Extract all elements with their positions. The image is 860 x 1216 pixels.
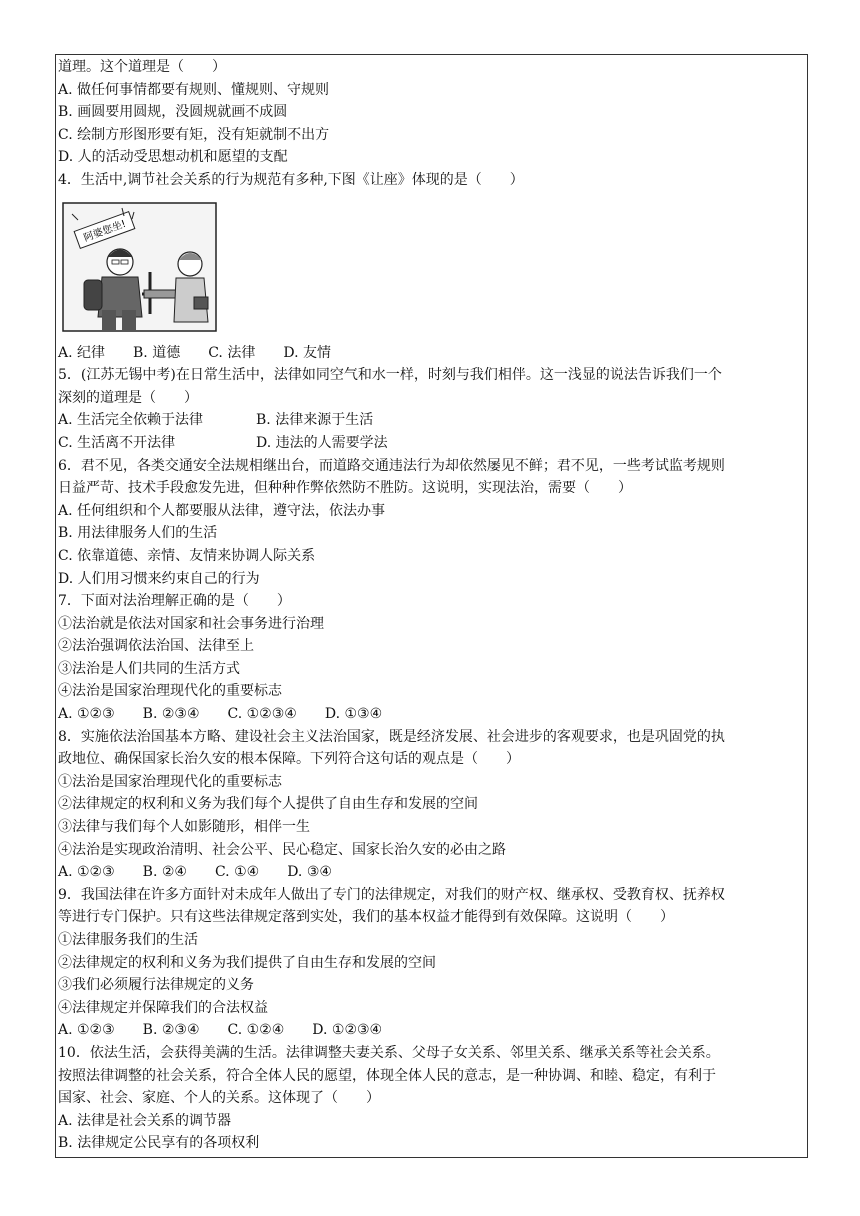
q10-option-a: A. 法律是社会关系的调节器 bbox=[58, 1112, 232, 1129]
q6-stem-line-1: 6．君不见，各类交通安全法规相继出台，而道路交通违法行为却依然屡见不鲜；君不见，一些考试监考规则 bbox=[58, 457, 725, 474]
q8-item-4: ④法治是实现政治清明、社会公平、民心稳定、国家长治久安的必由之路 bbox=[58, 841, 506, 858]
q5-options-row-1 bbox=[58, 409, 808, 432]
cartoon-caption: 阿婆您坐! bbox=[82, 218, 128, 244]
q3-stem: 道理。这个道理是（ ） bbox=[58, 59, 226, 75]
q10-option-b: B. 法律规定公民享有的各项权利 bbox=[58, 1135, 260, 1152]
q9-options bbox=[58, 1019, 808, 1042]
q8-item-3: ③法律与我们每个人如影随形，相伴一生 bbox=[58, 819, 310, 836]
q4-option-a: A. 纪律 bbox=[58, 344, 106, 361]
q3-option-d: D. 人的活动受思想动机和愿望的支配 bbox=[58, 149, 288, 166]
q8-option-a: A. ①②③ bbox=[58, 864, 115, 881]
q8-item-1: ①法治是国家治理现代化的重要标志 bbox=[58, 773, 282, 790]
q7-options bbox=[58, 703, 808, 726]
q7-item-2: ②法治强调依法治国、法律至上 bbox=[58, 638, 254, 655]
q7-item-4: ④法治是国家治理现代化的重要标志 bbox=[58, 683, 282, 700]
cartoon-give-up-seat-image bbox=[62, 202, 217, 332]
q9-option-c: C. ①②④ bbox=[227, 1022, 285, 1039]
q10-stem-line-1: 10．依法生活，会获得美满的生活。法律调整夫妻关系、父母子女关系、邻里关系、继承关系等社会关系。 bbox=[58, 1044, 720, 1061]
q6-option-a: A. 任何组织和个人都要服从法律，遵守法，依法办事 bbox=[58, 502, 386, 519]
q7-option-b: B. ②③④ bbox=[142, 706, 200, 723]
q8-option-c: C. ①④ bbox=[214, 864, 260, 881]
q5-option-b: B. 法律来源于生活 bbox=[256, 412, 374, 429]
q5-stem-line-2: 深刻的道理是（ ） bbox=[58, 389, 198, 406]
q9-item-1: ①法律服务我们的生活 bbox=[58, 932, 198, 948]
q5-options-row-2 bbox=[58, 432, 808, 455]
q7-item-3: ③法治是人们共同的生活方式 bbox=[58, 660, 240, 677]
q7-option-a: A. ①②③ bbox=[58, 706, 115, 723]
q9-stem-line-1: 9．我国法律在许多方面针对未成年人做出了专门的法律规定，对我们的财产权、继承权、受教育权、抚养权 bbox=[58, 886, 725, 903]
q6-option-b: B. 用法律服务人们的生活 bbox=[58, 525, 218, 542]
q9-option-a: A. ①②③ bbox=[58, 1022, 115, 1039]
q8-option-b: B. ②④ bbox=[142, 864, 187, 881]
q6-option-d: D. 人们用习惯来约束自己的行为 bbox=[58, 570, 260, 587]
q9-item-3: ③我们必须履行法律规定的义务 bbox=[58, 977, 254, 994]
q8-stem-line-1: 8．实施依法治国基本方略、建设社会主义法治国家，既是经济发展、社会进步的客观要求，也是巩固党的执 bbox=[58, 728, 725, 745]
q6-option-c: C. 依靠道德、亲情、友情来协调人际关系 bbox=[58, 547, 316, 564]
q8-stem-line-2: 政地位、确保国家长治久安的根本保障。下列符合这句话的观点是（ ） bbox=[58, 751, 520, 768]
q9-item-4: ④法律规定并保障我们的合法权益 bbox=[58, 999, 268, 1016]
q8-item-2: ②法律规定的权利和义务为我们每个人提供了自由生存和发展的空间 bbox=[58, 796, 478, 813]
q3-option-b: B. 画圆要用圆规，没圆规就画不成圆 bbox=[58, 104, 288, 121]
question-content bbox=[58, 56, 808, 1155]
q5-option-c: C. 生活离不开法律 bbox=[58, 434, 176, 451]
q7-option-d: D. ①③④ bbox=[324, 706, 383, 723]
q7-item-1: ①法治就是依法对国家和社会事务进行治理 bbox=[58, 615, 324, 632]
q8-options bbox=[58, 861, 808, 884]
q7-option-c: C. ①②③④ bbox=[227, 706, 297, 723]
q4-option-b: B. 道德 bbox=[133, 344, 181, 361]
q4-option-c: C. 法律 bbox=[208, 344, 256, 361]
q9-option-b: B. ②③④ bbox=[142, 1022, 200, 1039]
q6-stem-line-2: 日益严苛、技术手段愈发先进，但种种作弊依然防不胜防。这说明，实现法治，需要（ ） bbox=[58, 480, 632, 497]
q10-stem-line-2: 按照法律调整的社会关系，符合全体人民的愿望，体现全体人民的意志，是一种协调、和睦、稳定，有利于 bbox=[58, 1067, 716, 1084]
q9-item-2: ②法律规定的权利和义务为我们提供了自由生存和发展的空间 bbox=[58, 954, 436, 971]
q4-option-d: D. 友情 bbox=[283, 344, 331, 361]
q10-stem-line-3: 国家、社会、家庭、个人的关系。这体现了（ ） bbox=[58, 1090, 380, 1107]
q7-stem: 7．下面对法治理解正确的是（ ） bbox=[58, 593, 291, 610]
q3-option-c: C. 绘制方形图形要有矩，没有矩就制不出方 bbox=[58, 126, 330, 143]
q4-stem: 4．生活中,调节社会关系的行为规范有多种,下图《让座》体现的是（ ） bbox=[58, 171, 524, 188]
q5-stem-line-1: 5．(江苏无锡中考)在日常生活中，法律如同空气和水一样，时刻与我们相伴。这一浅显的说法告诉我们一个 bbox=[58, 367, 722, 384]
q4-options bbox=[58, 342, 808, 365]
q3-option-a: A. 做任何事情都要有规则、懂规则、守规则 bbox=[58, 81, 330, 98]
q5-option-a: A. 生活完全依赖于法律 bbox=[58, 412, 204, 429]
q5-option-d: D. 违法的人需要学法 bbox=[256, 434, 388, 451]
q9-stem-line-2: 等进行专门保护。只有这些法律规定落到实处，我们的基本权益才能得到有效保障。这说明（ ） bbox=[58, 909, 674, 926]
q9-option-d: D. ①②③④ bbox=[312, 1022, 383, 1039]
q8-option-d: D. ③④ bbox=[287, 864, 332, 881]
